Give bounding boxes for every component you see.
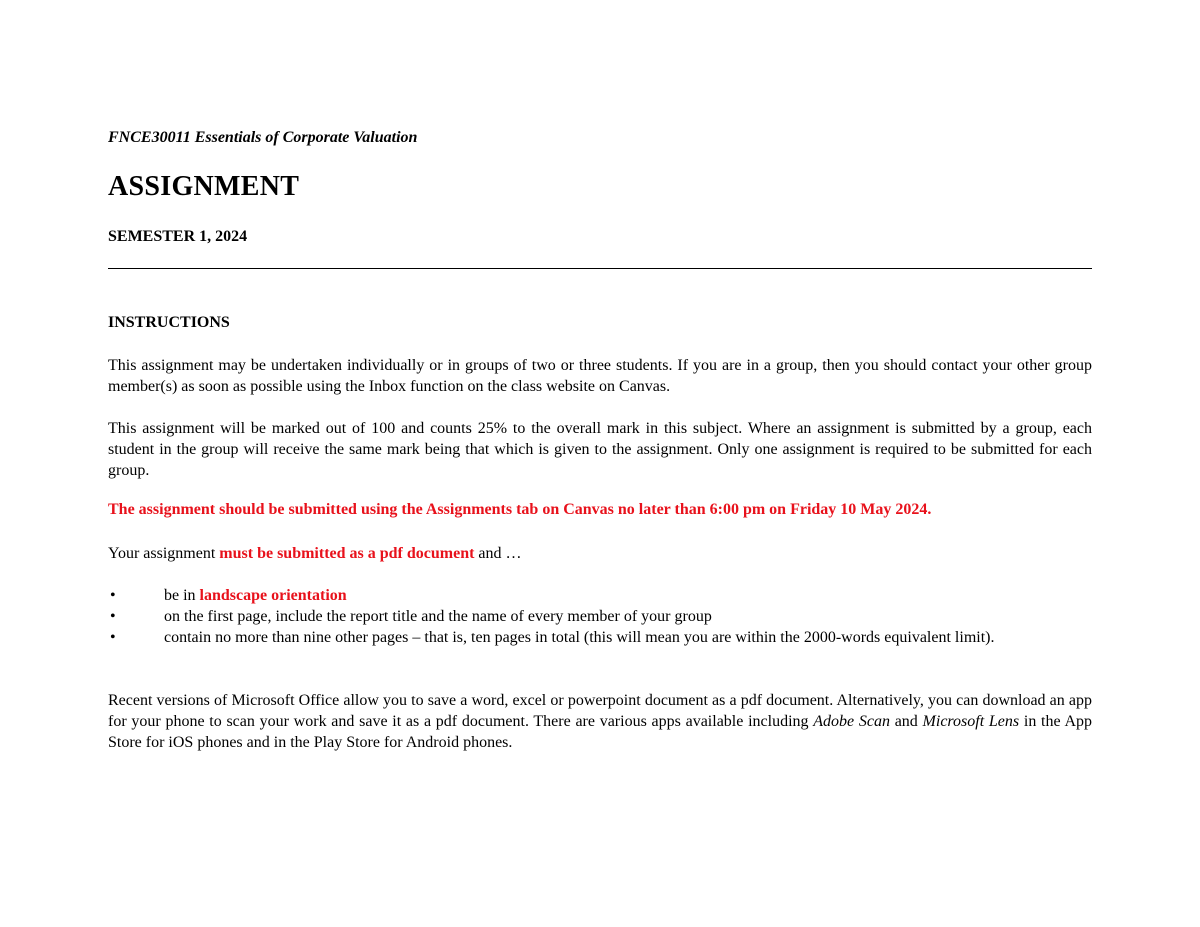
app-name-adobe-scan: Adobe Scan <box>813 713 890 730</box>
list-item <box>108 627 1092 648</box>
list-item <box>108 606 1092 627</box>
course-title: FNCE30011 Essentials of Corporate Valuation <box>108 129 418 146</box>
list-item-text: be in <box>164 587 200 604</box>
paragraph-pdf-tools <box>108 690 1092 753</box>
pdf-tools-text-3: in the App Store for iOS phones and in the Play Store for Android phones. <box>108 713 1093 751</box>
paragraph-group-info: This assignment may be undertaken individually or in groups of two or three students. If you are in a group, then you should contact your other group member(s) as soon as possible using the Inbox function on the class website on Canvas. <box>108 357 1092 395</box>
instructions-heading: INSTRUCTIONS <box>108 314 230 331</box>
list-item-highlight: landscape orientation <box>199 587 347 604</box>
page-title: ASSIGNMENT <box>108 171 300 202</box>
bullet-symbol: • <box>110 587 116 604</box>
list-item-text: on the first page, include the report title and the name of every member of your group <box>164 608 712 625</box>
pdf-tools-text-1: Recent versions of Microsoft Office allow you to save a word, excel or powerpoint document as a pdf document. Alternatively, you can download an app for your phone to scan your work and save it as a pdf document. There are various apps available including <box>108 692 1092 730</box>
semester-label: SEMESTER 1, 2024 <box>108 228 248 245</box>
app-name-microsoft-lens: Microsoft Lens <box>922 713 1020 730</box>
document-page <box>108 0 1092 927</box>
format-intro-highlight: must be submitted as a pdf document <box>219 545 475 562</box>
pdf-tools-text-2: and <box>889 713 923 730</box>
horizontal-divider <box>108 268 1092 269</box>
bullet-symbol: • <box>110 608 116 625</box>
paragraph-format-intro <box>108 543 1092 564</box>
paragraph-marking-info: This assignment will be marked out of 100 and counts 25% to the overall mark in this subject. Where an assignment is submitted by a group, each student in the group will receive the same mark being that which is given to the assignment. Only one assignment is required to be submitted for each group. <box>108 420 1092 479</box>
format-intro-text: Your assignment <box>108 545 220 562</box>
deadline-notice: The assignment should be submitted using the Assignments tab on Canvas no later than 6:00 pm on Friday 10 May 2024. <box>108 501 932 518</box>
format-intro-tail: and … <box>474 545 522 562</box>
list-item-text: contain no more than nine other pages – that is, ten pages in total (this will mean you are within the 2000-words equivalent limit). <box>164 629 995 646</box>
bullet-symbol: • <box>110 629 116 646</box>
list-item <box>108 585 1092 606</box>
requirements-list <box>108 585 1092 648</box>
